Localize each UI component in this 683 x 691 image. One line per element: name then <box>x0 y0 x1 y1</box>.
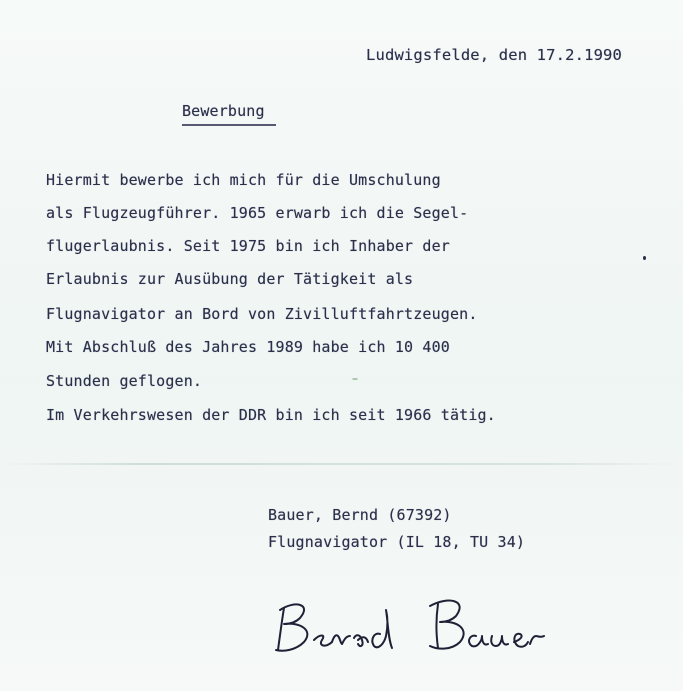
place-date: Ludwigsfelde, den 17.2.1990 <box>366 46 623 64</box>
body-line: Mit Abschluß des Jahres 1989 habe ich 10 400 <box>46 338 450 356</box>
ink-speck <box>643 256 646 260</box>
body-line: Stunden geflogen. <box>46 372 203 390</box>
body-line: Hiermit bewerbe ich mich für die Umschulung <box>46 171 441 189</box>
handwritten-signature <box>270 590 570 660</box>
ink-speck <box>352 378 358 380</box>
body-line: Im Verkehrswesen der DDR bin ich seit 1966 tätig. <box>46 406 496 424</box>
paper-fold-line <box>0 463 683 465</box>
sender-name: Bauer, Bernd (67392) <box>268 506 452 524</box>
sender-title: Flugnavigator (IL 18, TU 34) <box>268 533 526 551</box>
body-line: Erlaubnis zur Ausübung der Tätigkeit als <box>46 270 414 288</box>
body-line: als Flugzeugführer. 1965 erwarb ich die Segel- <box>46 204 469 222</box>
heading-underline <box>182 124 276 126</box>
letter-heading: Bewerbung <box>182 102 265 120</box>
body-line: Flugnavigator an Bord von Zivilluftfahrtzeugen. <box>46 305 478 323</box>
body-line: flugerlaubnis. Seit 1975 bin ich Inhaber der <box>46 237 450 255</box>
